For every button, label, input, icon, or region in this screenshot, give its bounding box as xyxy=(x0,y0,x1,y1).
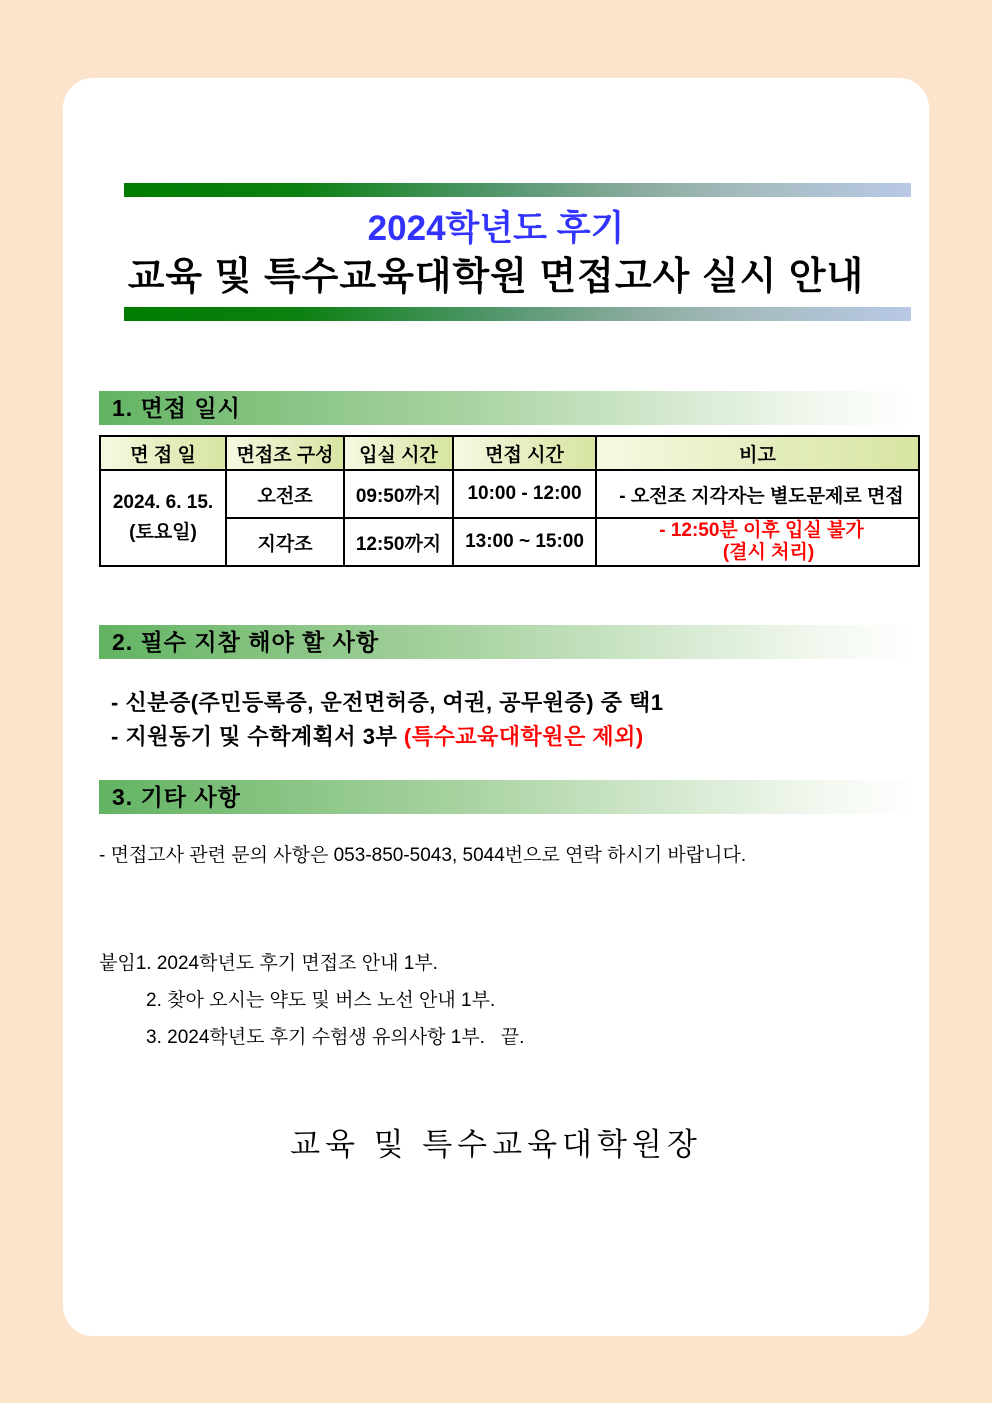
interview-time-morning: 10:00 - 12:00 xyxy=(453,470,596,518)
interview-schedule-table xyxy=(99,435,920,567)
group-late: 지각조 xyxy=(226,518,344,566)
col-header-entry-time: 입실 시간 xyxy=(344,436,453,470)
notice-title-main: 교육 및 특수교육대학원 면접고사 실시 안내 xyxy=(127,256,865,298)
headline-gradient-bar-top xyxy=(124,183,911,197)
required-item-documents-text: - 지원동기 및 수학계획서 3부 xyxy=(111,724,404,749)
required-item-id: - 신분증(주민등록증, 운전면허증, 여권, 공무원증) 중 택1 xyxy=(111,690,664,715)
entry-time-morning: 09:50까지 xyxy=(344,470,453,518)
col-header-remarks: 비고 xyxy=(596,436,919,470)
notice-document xyxy=(63,78,929,1336)
remark-late xyxy=(596,518,919,566)
table-row-morning xyxy=(100,470,919,518)
group-morning: 오전조 xyxy=(226,470,344,518)
issuer-signature: 교육 및 특수교육대학원장 xyxy=(290,1127,702,1162)
col-header-group: 면접조 구성 xyxy=(226,436,344,470)
entry-time-late: 12:50까지 xyxy=(344,518,453,566)
required-item-documents xyxy=(99,720,918,754)
interview-date: 2024. 6. 15. xyxy=(112,492,214,513)
col-header-interview-time: 면접 시간 xyxy=(453,436,596,470)
interview-date-cell xyxy=(100,470,226,566)
headline-gradient-bar-bottom xyxy=(124,307,911,321)
notice-title-year: 2024학년도 후기 xyxy=(367,209,625,248)
attachment-item-3: 3. 2024학년도 후기 수험생 유의사항 1부. 끝. xyxy=(146,1027,525,1048)
required-items-list xyxy=(99,686,918,754)
table-header-row xyxy=(100,436,919,470)
interview-day: (토요일) xyxy=(129,522,197,543)
remark-morning: - 오전조 지각자는 별도문제로 면접 xyxy=(596,470,919,518)
attachment-item-2: 2. 찾아 오시는 약도 및 버스 노선 안내 1부. xyxy=(146,990,496,1011)
section3-heading: 3. 기타 사항 xyxy=(99,780,918,814)
contact-info-line: - 면접고사 관련 문의 사항은 053-850-5043, 5044번으로 연락 하시기 바랍니다. xyxy=(99,845,747,866)
attachments-list xyxy=(99,945,918,1056)
required-item-documents-exception: (특수교육대학원은 제외) xyxy=(403,724,644,749)
attachment-item-1: 붙임1. 2024학년도 후기 면접조 안내 1부. xyxy=(99,953,438,974)
remark-late-line1: - 12:50분 이후 입실 불가 xyxy=(659,520,864,541)
section1-heading: 1. 면접 일시 xyxy=(99,391,918,425)
interview-time-late: 13:00 ~ 15:00 xyxy=(453,518,596,566)
remark-late-line2: (결시 처리) xyxy=(722,542,815,563)
section2-heading: 2. 필수 지참 해야 할 사항 xyxy=(99,625,918,659)
col-header-interview-date: 면 접 일 xyxy=(100,436,226,470)
